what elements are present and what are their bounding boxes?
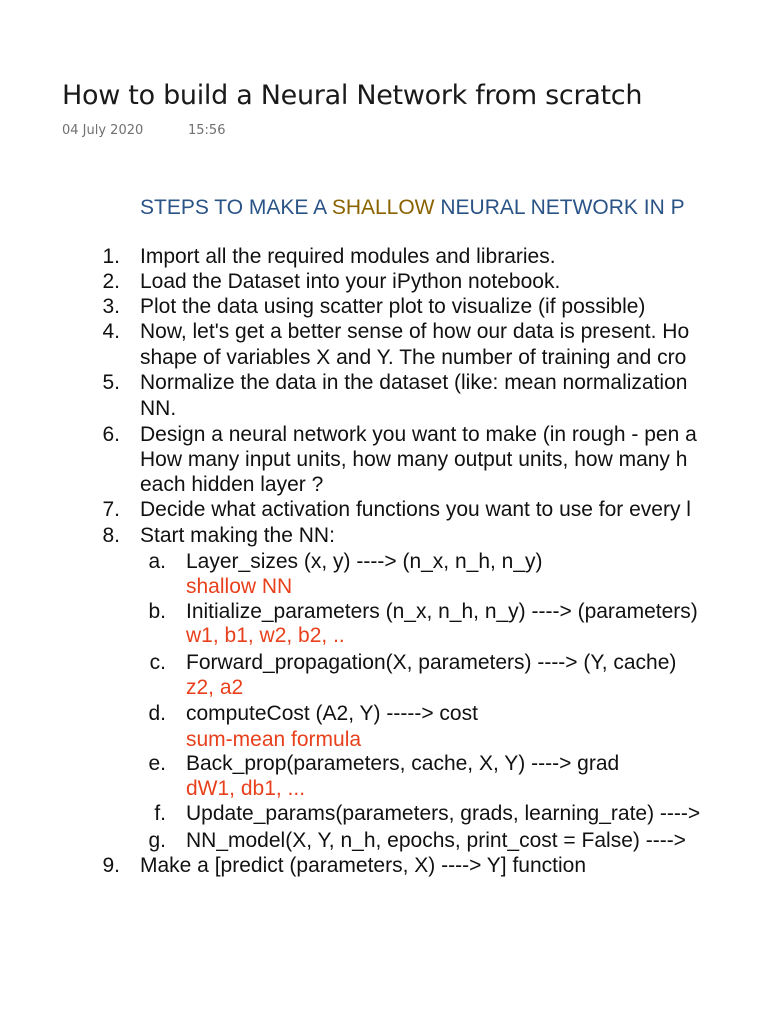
substep-letter: f. <box>154 802 166 825</box>
substep-text: Back_prop(parameters, cache, X, Y) ----> grad <box>186 752 620 775</box>
step-number: 9. <box>102 854 120 877</box>
substep-note: w1, b1, w2, b2, .. <box>186 624 345 647</box>
substep-note: z2, a2 <box>186 676 244 699</box>
step-number: 1. <box>102 245 120 268</box>
substep-letter: c. <box>149 651 166 674</box>
step-text: Now, let's get a better sense of how our data is present. Ho <box>140 320 690 343</box>
step-text: Normalize the data in the dataset (like: mean normalization <box>140 371 688 394</box>
step-text: Make a [predict (parameters, X) ----> Y] function <box>140 854 587 877</box>
substep-letter: b. <box>148 600 166 623</box>
step-text: NN. <box>140 397 177 420</box>
substep-text: Initialize_parameters (n_x, n_h, n_y) ----> (parameters) <box>186 600 698 623</box>
substep-text: computeCost (A2, Y) -----> cost <box>186 702 478 725</box>
substep-note: sum-mean formula <box>186 728 362 751</box>
step-text: each hidden layer ? <box>140 473 324 496</box>
step-number: 5. <box>102 371 120 394</box>
step-number: 7. <box>102 498 120 521</box>
substep-note: shallow NN <box>186 575 293 598</box>
substep-text: Update_params(parameters, grads, learning_rate) ----> <box>186 802 701 825</box>
step-number: 6. <box>102 423 120 446</box>
step-number: 3. <box>102 295 120 318</box>
page-time: 15:56 <box>188 123 226 138</box>
heading-prefix: STEPS TO MAKE A <box>140 196 332 219</box>
substep-letter: e. <box>148 752 166 775</box>
step-text: Import all the required modules and libraries. <box>140 245 556 268</box>
substep-letter: d. <box>148 702 166 725</box>
steps-heading <box>140 196 685 220</box>
substep-text: Forward_propagation(X, parameters) ----> (Y, cache) <box>186 651 677 674</box>
heading-suffix: NEURAL NETWORK IN P <box>434 196 685 219</box>
substep-text: Layer_sizes (x, y) ----> (n_x, n_h, n_y) <box>186 550 543 573</box>
step-text: shape of variables X and Y. The number of training and cro <box>140 346 687 369</box>
page-title: How to build a Neural Network from scratch <box>62 80 643 111</box>
step-text: Decide what activation functions you want to use for every l <box>140 498 691 521</box>
substep-text: NN_model(X, Y, n_h, epochs, print_cost = False) ----> <box>186 829 686 852</box>
heading-highlight: SHALLOW <box>331 196 435 219</box>
step-number: 4. <box>102 320 120 343</box>
substep-letter: a. <box>148 550 166 573</box>
step-number: 2. <box>102 270 120 293</box>
substep-letter: g. <box>148 829 166 852</box>
step-text: Plot the data using scatter plot to visualize (if possible) <box>140 295 646 318</box>
step-text: Load the Dataset into your iPython notebook. <box>140 270 561 293</box>
step-text: How many input units, how many output units, how many h <box>140 448 688 471</box>
step-text: Design a neural network you want to make (in rough - pen a <box>140 423 697 446</box>
step-number: 8. <box>102 524 120 547</box>
page-date: 04 July 2020 <box>62 123 144 138</box>
substep-note: dW1, db1, ... <box>186 777 306 800</box>
step-text: Start making the NN: <box>140 524 335 547</box>
